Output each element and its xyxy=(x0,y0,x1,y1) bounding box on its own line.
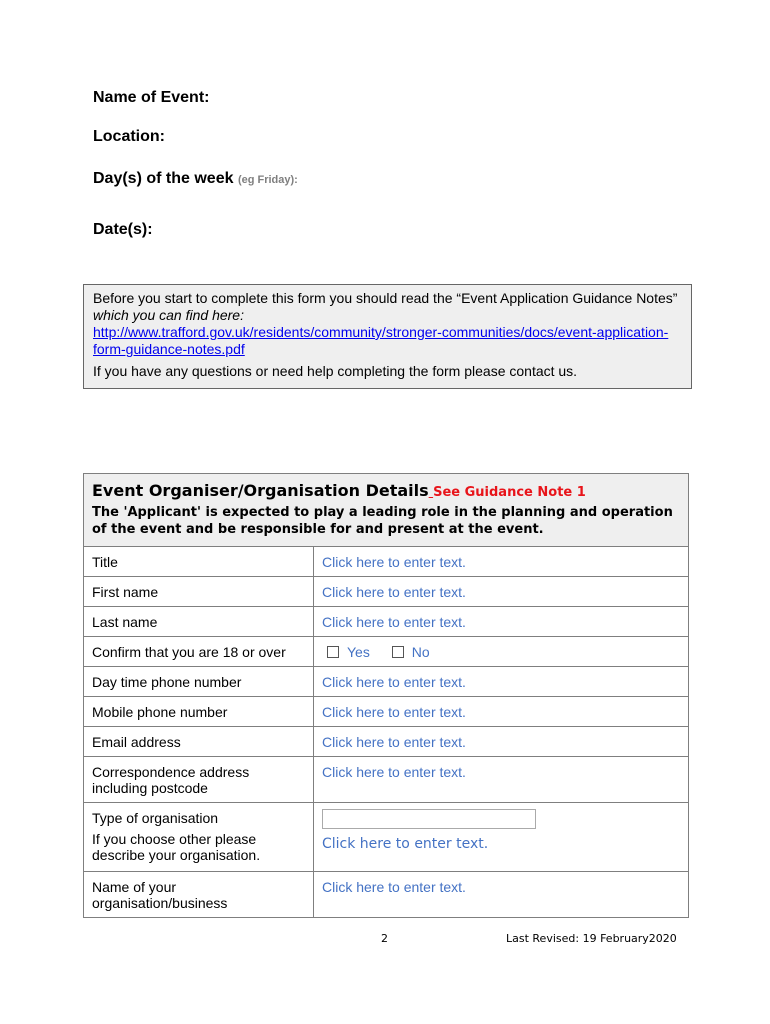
organisation-type-dropdown[interactable] xyxy=(322,809,536,829)
email-placeholder: Click here to enter text. xyxy=(322,734,466,750)
table-row xyxy=(84,727,689,757)
organiser-details-table xyxy=(83,473,689,918)
checkbox-icon xyxy=(392,646,404,658)
table-row xyxy=(84,803,689,872)
notice-intro-text: Before you start to complete this form you should read the “Event Application Guidance Notes” xyxy=(93,290,678,306)
table-row xyxy=(84,667,689,697)
daytime-phone-input[interactable] xyxy=(314,667,689,697)
table-header-row xyxy=(84,474,689,547)
table-row xyxy=(84,547,689,577)
yes-label: Yes xyxy=(347,644,370,660)
age-confirm-options xyxy=(314,637,689,667)
organisation-type-inputs xyxy=(314,803,689,872)
dates-heading: Date(s): xyxy=(93,221,153,238)
table-row xyxy=(84,872,689,918)
guidance-notice-box xyxy=(83,284,692,389)
organisation-description-input[interactable]: Click here to enter text. xyxy=(322,836,489,852)
email-input[interactable] xyxy=(314,727,689,757)
location-heading: Location: xyxy=(93,128,165,145)
first-name-input[interactable] xyxy=(314,577,689,607)
mobile-phone-label: Mobile phone number xyxy=(84,697,314,727)
table-row xyxy=(84,607,689,637)
yes-checkbox[interactable] xyxy=(327,644,370,660)
address-label: Correspondence address including postcode xyxy=(84,757,314,803)
mobile-phone-input[interactable] xyxy=(314,697,689,727)
organisation-name-label: Name of your organisation/business xyxy=(84,872,314,918)
table-row xyxy=(84,637,689,667)
organisation-name-input[interactable] xyxy=(314,872,689,918)
last-name-input[interactable] xyxy=(314,607,689,637)
organisation-name-placeholder: Click here to enter text. xyxy=(322,879,466,895)
first-name-placeholder: Click here to enter text. xyxy=(322,584,466,600)
mobile-phone-placeholder: Click here to enter text. xyxy=(322,704,466,720)
last-name-label: Last name xyxy=(84,607,314,637)
address-input[interactable] xyxy=(314,757,689,803)
page-number: 2 xyxy=(381,932,388,945)
age-confirm-label: Confirm that you are 18 or over xyxy=(84,637,314,667)
notice-link-para xyxy=(93,324,683,358)
guidance-note-link[interactable]: See Guidance Note 1 xyxy=(433,485,586,500)
no-label: No xyxy=(411,644,430,660)
checkbox-icon xyxy=(327,646,339,658)
days-hint: (eg Friday): xyxy=(237,174,298,186)
title-placeholder: Click here to enter text. xyxy=(322,554,466,570)
table-row xyxy=(84,757,689,803)
notice-intro-italic: which you can find here: xyxy=(93,307,244,323)
first-name-label: First name xyxy=(84,577,314,607)
applicant-description: The 'Applicant' is expected to play a leading role in the planning and operation of the event and be responsible for and present at the event. xyxy=(92,505,673,537)
event-name-heading: Name of Event: xyxy=(93,89,210,106)
days-of-week-heading xyxy=(93,170,298,188)
no-checkbox[interactable] xyxy=(392,644,430,660)
title-input[interactable] xyxy=(314,547,689,577)
last-revised: Last Revised: 19 February2020 xyxy=(506,932,677,945)
table-row xyxy=(84,577,689,607)
organisation-other-label: If you choose other please describe your organisation. xyxy=(92,831,261,863)
last-name-placeholder: Click here to enter text. xyxy=(322,614,466,630)
table-header-cell xyxy=(84,474,689,547)
daytime-phone-label: Day time phone number xyxy=(84,667,314,697)
days-label: Day(s) of the week xyxy=(93,170,234,187)
notice-contact: If you have any questions or need help completing the form please contact us. xyxy=(93,363,578,379)
table-row xyxy=(84,697,689,727)
organisation-type-cell xyxy=(84,803,314,872)
organiser-section-title: Event Organiser/Organisation Details xyxy=(92,481,429,500)
notice-intro xyxy=(93,290,683,324)
title-label: Title xyxy=(84,547,314,577)
guidance-notes-link[interactable]: http://www.trafford.gov.uk/residents/community/stronger-communities/docs/event-application-form-guidance-notes.pdf xyxy=(93,324,669,357)
daytime-phone-placeholder: Click here to enter text. xyxy=(322,674,466,690)
organisation-type-label: Type of organisation xyxy=(92,810,219,826)
address-placeholder: Click here to enter text. xyxy=(322,764,466,780)
email-label: Email address xyxy=(84,727,314,757)
